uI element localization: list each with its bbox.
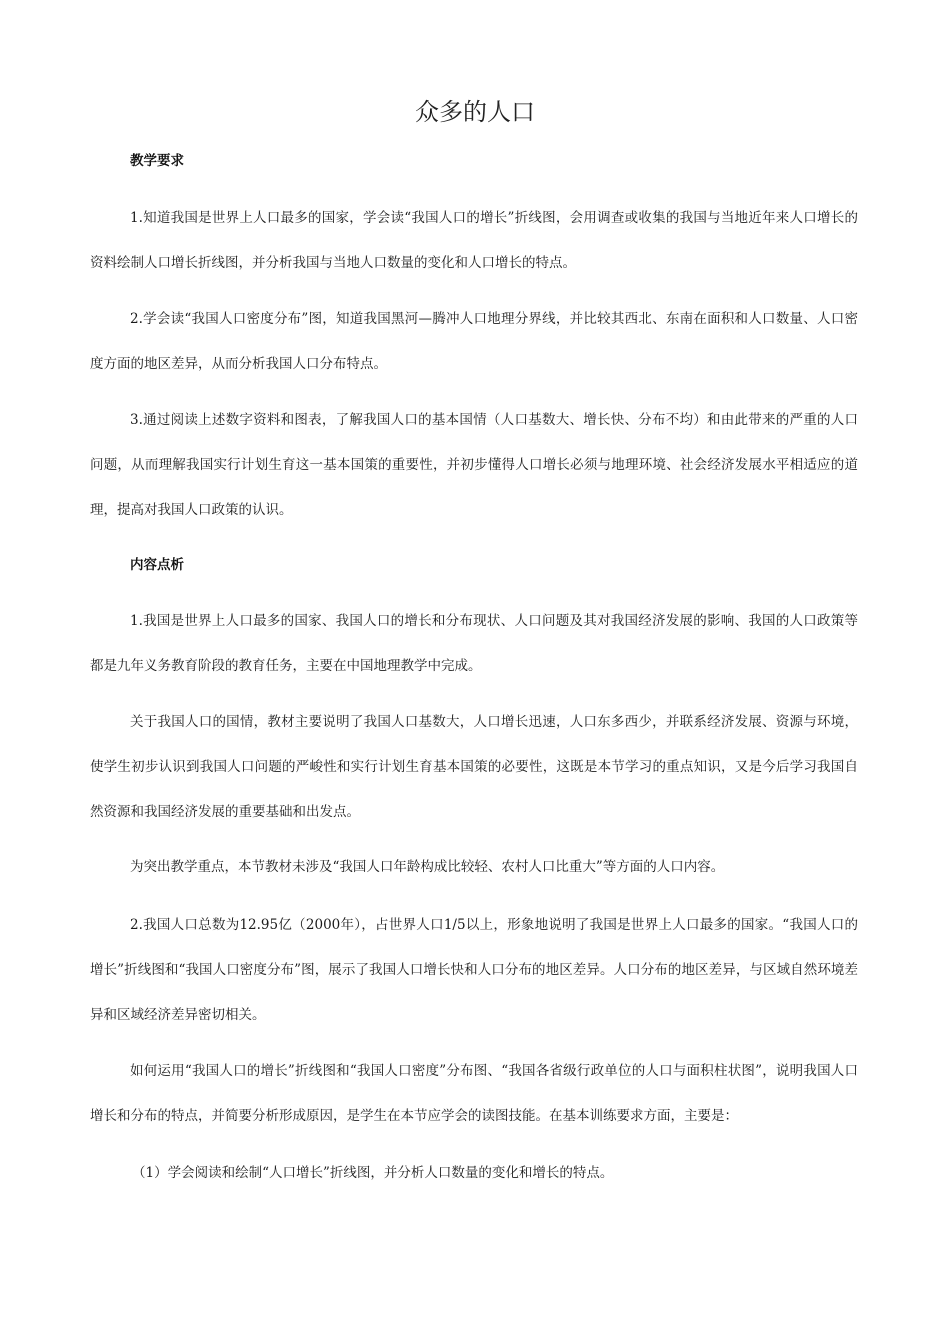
paragraph: 1.知道我国是世界上人口最多的国家，学会读“我国人口的增长”折线图，会用调查或收集的我国与当地近年来人口增长的资料绘制人口增长折线图，并分析我国与当地人口数量的变化和人口增长的特点。 bbox=[90, 210, 858, 271]
paragraph: 1.我国是世界上人口最多的国家、我国人口的增长和分布现状、人口问题及其对我国经济发展的影响、我国的人口政策等都是九年义务教育阶段的教育任务，主要在中国地理教学中完成。 bbox=[90, 613, 858, 674]
paragraph: 关于我国人口的国情，教材主要说明了我国人口基数大，人口增长迅速，人口东多西少，并联系经济发展、资源与环境，使学生初步认识到我国人口问题的严峻性和实行计划生育基本国策的必要性，这既是本节学习的重点知识，又是今后学习我国自然资源和我国经济发展的重要基础和出发点。 bbox=[90, 714, 858, 820]
paragraph: 如何运用“我国人口的增长”折线图和“我国人口密度”分布图、“我国各省级行政单位的人口与面积柱状图”，说明我国人口增长和分布的特点，并简要分析形成原因，是学生在本节应学会的读图技能。在基本训练要求方面，主要是： bbox=[90, 1063, 858, 1124]
paragraph: 为突出教学重点，本节教材未涉及“我国人口年龄构成比较轻、农村人口比重大”等方面的人口内容。 bbox=[130, 859, 725, 875]
section-heading-teaching-requirements: 教学要求 bbox=[130, 153, 184, 169]
document-title: 众多的人口 bbox=[415, 98, 535, 126]
section-heading-content-analysis: 内容点析 bbox=[130, 557, 184, 573]
paragraph: 2.我国人口总数为12.95亿（2000年），占世界人口1/5以上，形象地说明了我国是世界上人口最多的国家。“我国人口的增长”折线图和“我国人口密度分布”图，展示了我国人口增长快和人口分布的地区差异。人口分布的地区差异，与区域自然环境差异和区域经济差异密切相关。 bbox=[90, 917, 858, 1023]
paragraph: 3.通过阅读上述数字资料和图表，了解我国人口的基本国情（人口基数大、增长快、分布不均）和由此带来的严重的人口问题，从而理解我国实行计划生育这一基本国策的重要性，并初步懂得人口增长必须与地理环境、社会经济发展水平相适应的道理，提高对我国人口政策的认识。 bbox=[90, 412, 858, 518]
paragraph: 2.学会读“我国人口密度分布”图，知道我国黑河—腾冲人口地理分界线，并比较其西北、东南在面积和人口数量、人口密度方面的地区差异，从而分析我国人口分布特点。 bbox=[90, 311, 858, 372]
paragraph: （1）学会阅读和绘制“人口增长”折线图，并分析人口数量的变化和增长的特点。 bbox=[132, 1165, 614, 1181]
